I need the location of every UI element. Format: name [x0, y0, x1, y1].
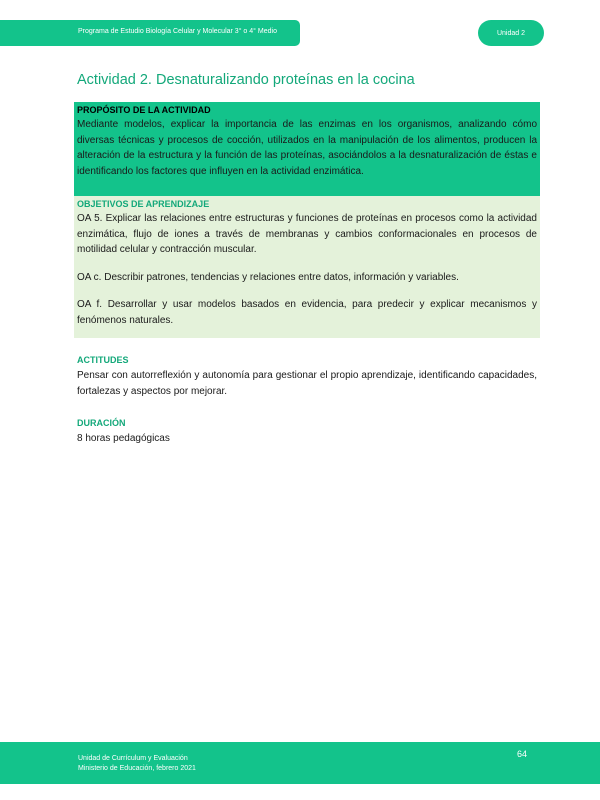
objective-item: OA 5. Explicar las relaciones entre estructuras y funciones de proteínas en procesos como la actividad enzimática, flujo de iones a través de membranas y cambios conformacionales en procesos de motilidad celular y contracción muscular. [77, 213, 537, 255]
duration-text: 8 horas pedagógicas [77, 433, 170, 444]
attitudes-text: Pensar con autorreflexión y autonomía para gestionar el propio aprendizaje, identificando capacidades, fortalezas y aspectos por mejorar. [77, 370, 537, 397]
footer-unit: Unidad de Currículum y Evaluación [78, 755, 188, 762]
purpose-box [74, 102, 540, 196]
purpose-text: Mediante modelos, explicar la importancia de las enzimas en los organismos, analizando cómo diversas técnicas y procesos de cocción, utilizados en la manipulación de los alimentos, producen la alteración de la estructura y la función de las proteínas, asociándolos a la desnaturalización de éstas e identificando los factores que influyen en la actividad enzimática. [77, 119, 537, 177]
program-title: Programa de Estudio Biología Celular y Molecular 3° o 4° Medio [78, 28, 277, 35]
attitudes-heading: ACTITUDES [77, 355, 129, 365]
page-number: 64 [517, 749, 528, 759]
unit-badge: Unidad 2 [478, 20, 544, 46]
duration-heading: DURACIÓN [77, 418, 126, 428]
footer-ministry: Ministerio de Educación, febrero 2021 [78, 765, 196, 772]
header-banner-left [0, 20, 70, 46]
objectives-heading: OBJETIVOS DE APRENDIZAJE [77, 199, 210, 209]
footer-bar [0, 742, 600, 784]
objectives-box [74, 196, 540, 338]
purpose-heading: PROPÓSITO DE LA ACTIVIDAD [77, 105, 211, 115]
objective-item: OA c. Describir patrones, tendencias y relaciones entre datos, información y variables. [77, 271, 459, 283]
page-title: Actividad 2. Desnaturalizando proteínas en la cocina [77, 72, 415, 88]
objective-item: OA f. Desarrollar y usar modelos basados en evidencia, para predecir y explicar mecanismos y fenómenos naturales. [77, 299, 537, 326]
